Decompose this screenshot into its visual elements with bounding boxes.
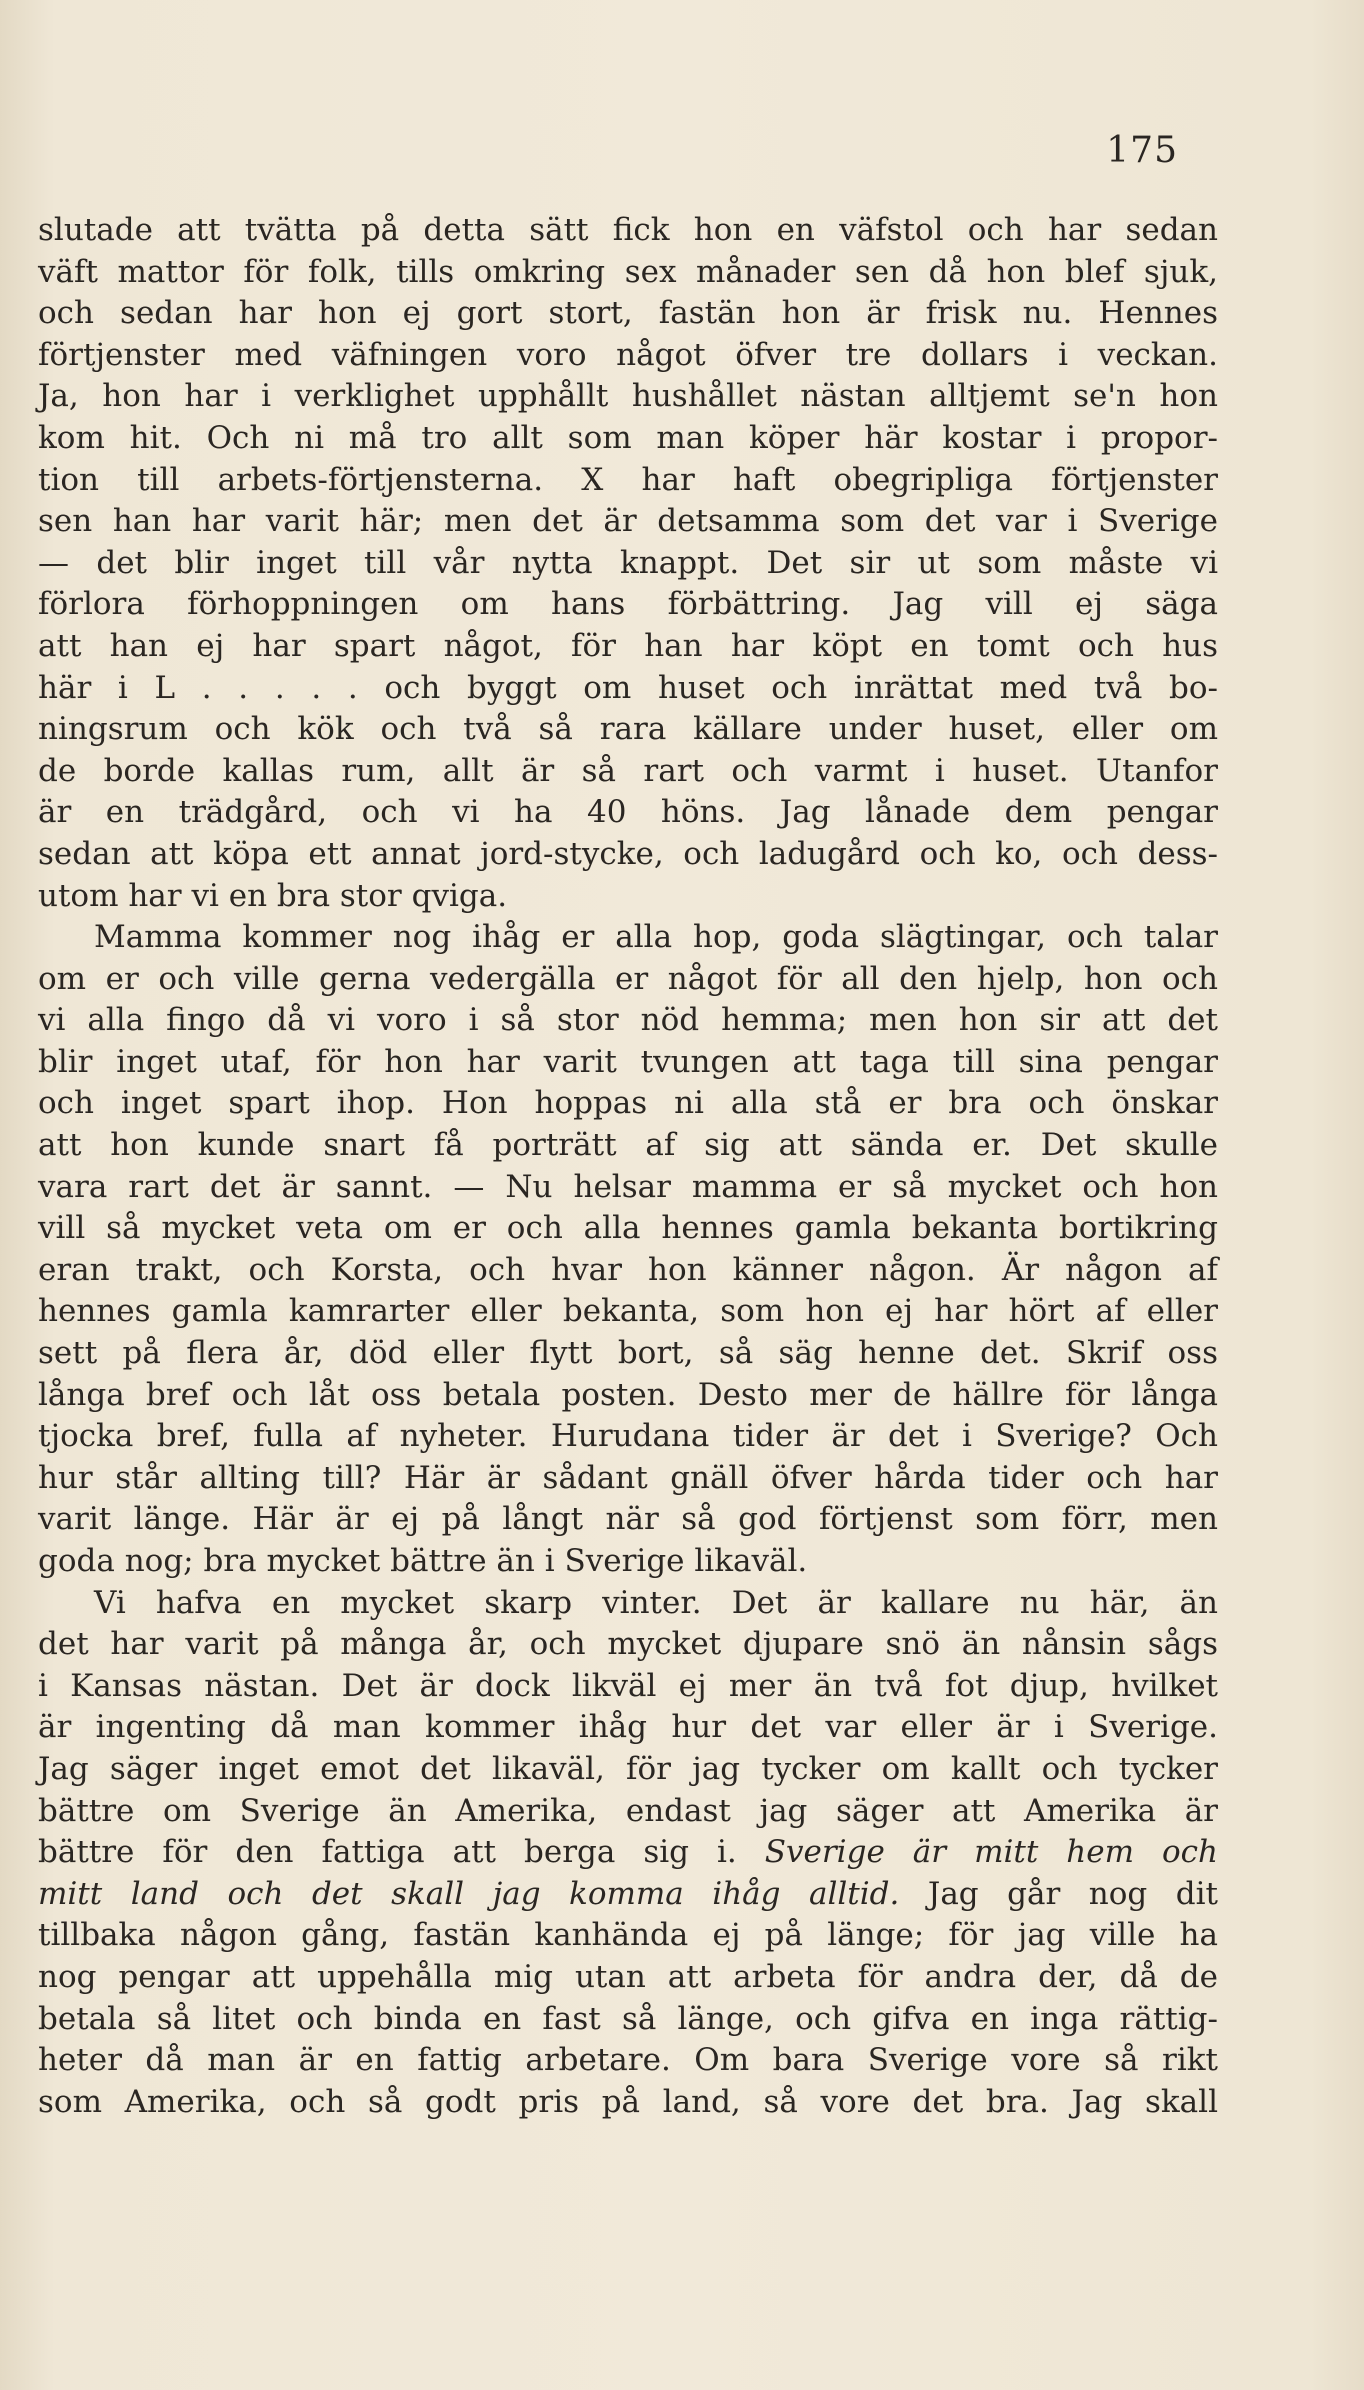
text-line: goda nog; bra mycket bättre än i Sverige likaväl. [38, 1543, 808, 1579]
text-line: här i L . . . . . och byggt om huset och inrättat med två bo- [38, 669, 1218, 706]
text-line: sett på flera år, död eller flytt bort, så säg henne det. Skrif oss [38, 1335, 1218, 1372]
text-line: betala så litet och binda en fast så länge, och gifva en inga rättig- [38, 2000, 1218, 2037]
text-line: tion till arbets-förtjensterna. X har haft obegripliga förtjenster [38, 461, 1218, 498]
text-line: blir inget utaf, för hon har varit tvungen att taga till sina pengar [38, 1043, 1218, 1080]
text-line: att han ej har spart något, för han har köpt en tomt och hus [38, 627, 1218, 664]
text-line: utom har vi en bra stor qviga. [38, 877, 508, 914]
text-segment: bättre för den fattiga att berga sig i. [38, 1834, 737, 1871]
text-line: sedan att köpa ett annat jord-stycke, och ladugård och ko, och dess- [38, 835, 1218, 872]
text-line: det har varit på många år, och mycket djupare snö än nånsin sågs [38, 1626, 1218, 1663]
page-number: 175 [1106, 130, 1178, 171]
text-line-with-italic [38, 1832, 1218, 1874]
text-line: — det blir inget till vår nytta knappt. Det sir ut som måste vi [38, 544, 1218, 581]
text-line: slutade att tvätta på detta sätt fick hon en väfstol och har sedan [38, 212, 1218, 248]
text-line: i Kansas nästan. Det är dock likväl ej mer än två fot djup, hvilket [38, 1667, 1218, 1704]
text-line: är ingenting då man kommer ihåg hur det var eller är i Sverige. [38, 1709, 1218, 1746]
text-line: förlora förhoppningen om hans förbättring. Jag vill ej säga [38, 586, 1218, 623]
text-line: förtjenster med väfningen voro något öfver tre dollars i veckan. [38, 336, 1218, 373]
text-line: Ja, hon har i verklighet upphållt hushållet nästan alltjemt se'n hon [38, 378, 1218, 415]
text-line: väft mattor för folk, tills omkring sex månader sen då hon blef sjuk, [38, 253, 1218, 290]
text-line: ningsrum och kök och två så rara källare under huset, eller om [38, 711, 1218, 748]
text-line: heter då man är en fattig arbetare. Om bara Sverige vore så rikt [38, 2042, 1218, 2079]
italic-segment: mitt land och det skall jag komma ihåg alltid. [38, 1875, 900, 1912]
text-line: vill så mycket veta om er och alla hennes gamla bekanta bortikring [38, 1210, 1218, 1247]
text-segment: Jag går nog dit [927, 1875, 1218, 1912]
text-line: kom hit. Och ni må tro allt som man köper här kostar i propor- [38, 419, 1218, 456]
text-line-with-italic [38, 1874, 1218, 1916]
text-line: vara rart det är sannt. — Nu helsar mamma er så mycket och hon [38, 1168, 1218, 1205]
text-line: vi alla fingo då vi voro i så stor nöd hemma; men hon sir att det [38, 1002, 1218, 1039]
text-line: nog pengar att uppehålla mig utan att arbeta för andra der, då de [38, 1958, 1218, 1995]
text-line: eran trakt, och Korsta, och hvar hon känner någon. Är någon af [38, 1251, 1218, 1288]
text-line: hur står allting till? Här är sådant gnäll öfver hårda tider och har [38, 1459, 1218, 1496]
text-line: sen han har varit här; men det är detsamma som det var i Sverige [38, 503, 1218, 540]
text-line: Mamma kommer nog ihåg er alla hop, goda slägtingar, och talar [94, 919, 1218, 956]
text-line: och inget spart ihop. Hon hoppas ni alla stå er bra och önskar [38, 1085, 1218, 1122]
text-line: hennes gamla kamrarter eller bekanta, som hon ej har hört af eller [38, 1293, 1218, 1330]
text-line: bättre om Sverige än Amerika, endast jag säger att Amerika är [38, 1792, 1218, 1829]
text-line: Vi hafva en mycket skarp vinter. Det är kallare nu här, än [94, 1584, 1218, 1621]
body-text [38, 210, 1218, 2123]
text-line: varit länge. Här är ej på långt när så god förtjenst som förr, men [38, 1501, 1218, 1538]
text-line: att hon kunde snart få porträtt af sig att sända er. Det skulle [38, 1127, 1218, 1164]
text-line: tjocka bref, fulla af nyheter. Hurudana tider är det i Sverige? Och [38, 1418, 1218, 1455]
text-line: tillbaka någon gång, fastän kanhända ej på länge; för jag ville ha [38, 1917, 1218, 1954]
text-line: är en trädgård, och vi ha 40 höns. Jag lånade dem pengar [38, 794, 1218, 831]
text-line: Jag säger inget emot det likaväl, för jag tycker om kallt och tycker [38, 1750, 1218, 1787]
italic-segment: Sverige är mitt hem och [764, 1834, 1218, 1871]
text-line: och sedan har hon ej gort stort, fastän hon är frisk nu. Hennes [38, 295, 1218, 332]
text-line: de borde kallas rum, allt är så rart och varmt i huset. Utanfor [38, 752, 1218, 789]
text-line: som Amerika, och så godt pris på land, så vore det bra. Jag skall [38, 2083, 1218, 2120]
text-line: långa bref och låt oss betala posten. Desto mer de hällre för långa [38, 1376, 1218, 1413]
text-line: om er och ville gerna vedergälla er något för all den hjelp, hon och [38, 960, 1218, 997]
